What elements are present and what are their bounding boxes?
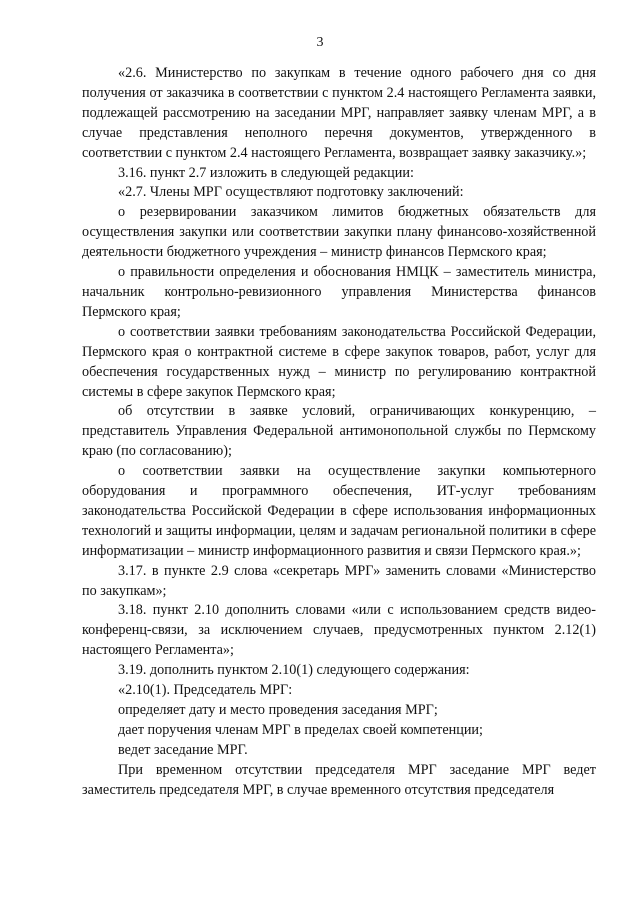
paragraph-it: о соответствии заявки на осуществление закупки компьютерного оборудования и программного обеспечения, ИТ-услуг требованиям законодательства Российской Федерации в сфере использования информационных технологий и защиты информации, целям и задачам региональной политики в сфере информатизации – министр информационного развития и связи Пермского края.»; xyxy=(82,463,596,559)
paragraph-3-18: 3.18. пункт 2.10 дополнить словами «или с использованием средств видео-конференц-связи, за исключением случаев, предусмотренных пунктом 2.12(1) настоящего Регламента»; xyxy=(82,602,596,659)
paragraph-2-6: «2.6. Министерство по закупкам в течение одного рабочего дня со дня получения от заказчика в соответствии с пунктом 2.4 настоящего Регламента заявки, подлежащей рассмотрению на заседании МРГ, направляет заявку членам МРГ, а в случае представления неполного перечня документов, утвержденного в соответствии с пунктом 2.4 настоящего Регламента, возвращает заявку заказчику.»; xyxy=(82,65,596,161)
paragraph-2-7: «2.7. Члены МРГ осуществляют подготовку заключений: xyxy=(118,184,464,201)
paragraph-3-16: 3.16. пункт 2.7 изложить в следующей редакции: xyxy=(118,164,414,181)
page-number: 3 xyxy=(316,35,324,50)
paragraph-3-17: 3.17. в пункте 2.9 слова «секретарь МРГ» заменить словами «Министерство по закупкам»; xyxy=(82,562,596,599)
document-body xyxy=(82,64,596,801)
paragraph-budget-limits: о резервировании заказчиком лимитов бюджетных обязательств для осуществления закупки или соответствии закупки плану финансово-хозяйственной деятельности бюджетного учреждения – министр финансов Пермского края; xyxy=(82,204,596,261)
paragraph-absence: При временном отсутствии председателя МРГ заседание МРГ ведет заместитель председателя МРГ, в случае временного отсутствия председателя xyxy=(82,761,596,798)
paragraph-conduct: ведет заседание МРГ. xyxy=(118,741,248,758)
paragraph-nmck: о правильности определения и обоснования НМЦК – заместитель министра, начальник контрольно-ревизионного управления Министерства финансов Пермского края; xyxy=(82,264,596,320)
paragraph-legislation: о соответствии заявки требованиям законодательства Российской Федерации, Пермского края о контрактной системе в сфере закупок товаров, работ, услуг для обеспечения государственных нужд – министр по регулированию контрактной системы в сфере закупок Пермского края; xyxy=(82,323,596,400)
paragraph-2-10-1: «2.10(1). Председатель МРГ: xyxy=(118,682,293,699)
paragraph-competition: об отсутствии в заявке условий, ограничивающих конкуренцию, – представитель Управления Федеральной антимонопольной службы по Пермскому краю (по согласованию); xyxy=(82,403,596,460)
paragraph-instructions: дает поручения членам МРГ в пределах своей компетенции; xyxy=(118,721,483,738)
paragraph-3-19: 3.19. дополнить пунктом 2.10(1) следующего содержания: xyxy=(118,662,470,679)
paragraph-date-place: определяет дату и место проведения заседания МРГ; xyxy=(118,702,438,718)
